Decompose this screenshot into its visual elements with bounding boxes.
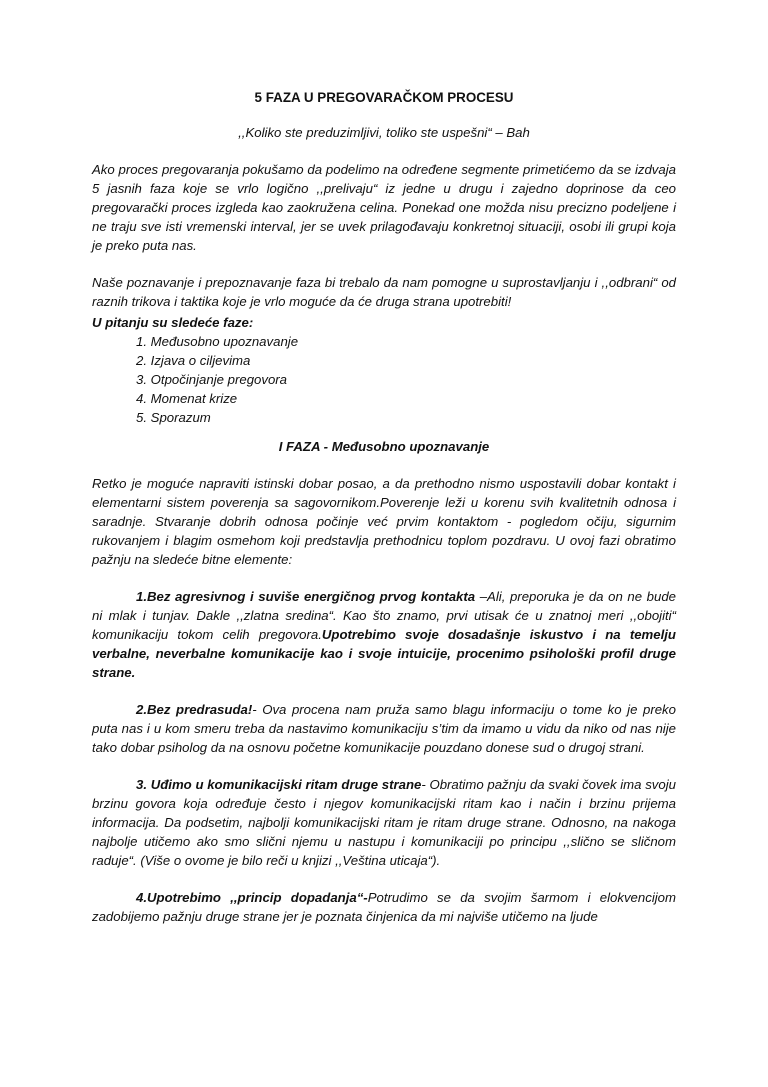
element-heading: 3. Uđimo u komunikacijski ritam druge strane (136, 777, 422, 792)
element-text: - Obratimo pažnju da svaki čovek ima svoju brzinu govora koja određuje često i njegov komunikacijski ritam kao i način i brzinu prijema informacija. Da podsetim, najbolji komunikacijski ritam je ritam druge strane. Odnosno, na nakoga najbolje utičemo ako smo slični njemu u nastupu i komunikaciji po principu ,,slično se sličnom raduje“. (Više o ovome je bilo reči u knjizi ,,Veština uticaja“). (92, 777, 676, 868)
intro-paragraph-2: Naše poznavanje i prepoznavanje faza bi trebalo da nam pomogne u suprostavljanju i ,,odbrani“ od raznih trikova i taktika koje je vrlo moguće da će druga strana upotrebiti! (92, 275, 676, 309)
intro-paragraph-1: Ako proces pregovaranja pokušamo da podelimo na određene segmente primetićemo da se izdvaja 5 jasnih faza koje se vrlo logično ,,prelivaju“ iz jedne u drugu i zajedno doprinose da ceo pregovarački proces izgleda kao zaokružena celina. Ponekad one možda nisu precizno podeljene i ne traju sve isti vremenski interval, jer se uvek prilagođavaju konkretnoj situaciji, osobi ili grupi koja je preko puta nas. (92, 162, 676, 253)
element-paragraph-1 (92, 587, 676, 682)
document-page (92, 88, 676, 926)
list-item: 3. Otpočinjanje pregovora (136, 372, 288, 387)
element-text: - Ova procena nam pruža samo blagu informaciju o tome ko je preko puta nas i u kom smeru treba da nastavimo komunikaciju s’tim da imamo u vidu da niko od nas nije tako dobar psiholog da na osnovu početne komunikacije pouzdano donese sud o drugoj strani. (92, 702, 676, 755)
element-paragraph-2 (92, 700, 676, 757)
epigraph-quote: ,,Koliko ste preduzimljivi, toliko ste uspešni“ – Bah (238, 125, 530, 140)
element-heading: 4.Upotrebimo ,,princip dopadanja“- (136, 890, 368, 905)
phases-heading: U pitanju su sledeće faze: (92, 315, 254, 330)
element-emphasis: Upotrebimo svoje dosadašnje iskustvo i na temelju verbalne, neverbalne komunikacije kao i svoje intuicije, procenimo psihološki profil druge strane. (92, 627, 676, 680)
list-item: 5. Sporazum (136, 410, 211, 425)
section-title: I FAZA - Međusobno upoznavanje (278, 439, 490, 454)
element-paragraph-3 (92, 775, 676, 870)
list-item: 4. Momenat krize (136, 391, 238, 406)
phases-list (136, 332, 676, 427)
element-heading: 1.Bez agresivnog i suviše energičnog prvog kontakta (136, 589, 476, 604)
element-paragraph-4 (92, 888, 676, 926)
element-text: –Ali, preporuka je da on ne bude ni mlak i tunjav. Dakle ,,zlatna sredina“. Kao što znamo, prvi utisak će u znatnoj meri ,,obojiti“ komunikaciju tokom celih pregovora. (92, 589, 676, 642)
document-title: 5 FAZA U PREGOVARAČKOM PROCESU (254, 90, 514, 105)
list-item: 1. Međusobno upoznavanje (136, 334, 299, 349)
list-item: 2. Izjava o ciljevima (136, 353, 251, 368)
element-text: Potrudimo se da svojim šarmom i elokvencijom zadobijemo pažnju druge strane jer je poznata činjenica da mi najviše utičemo na ljude (92, 890, 676, 924)
element-heading: 2.Bez predrasuda! (136, 702, 253, 717)
section-paragraph: Retko je moguće napraviti istinski dobar posao, a da prethodno nismo uspostavili dobar kontakt i elementarni sistem poverenja sa sagovornikom.Poverenje leži u korenu svih kvalitetnih odnosa i saradnje. Stvaranje dobrih odnosa počinje već prvim kontaktom - pogledom očiju, sigurnim rukovanjem i blagim osmehom koji predstavlja prethodnicu toplom pozdravu. U ovoj fazi obratimo pažnju na sledeće bitne elemente: (92, 476, 676, 567)
